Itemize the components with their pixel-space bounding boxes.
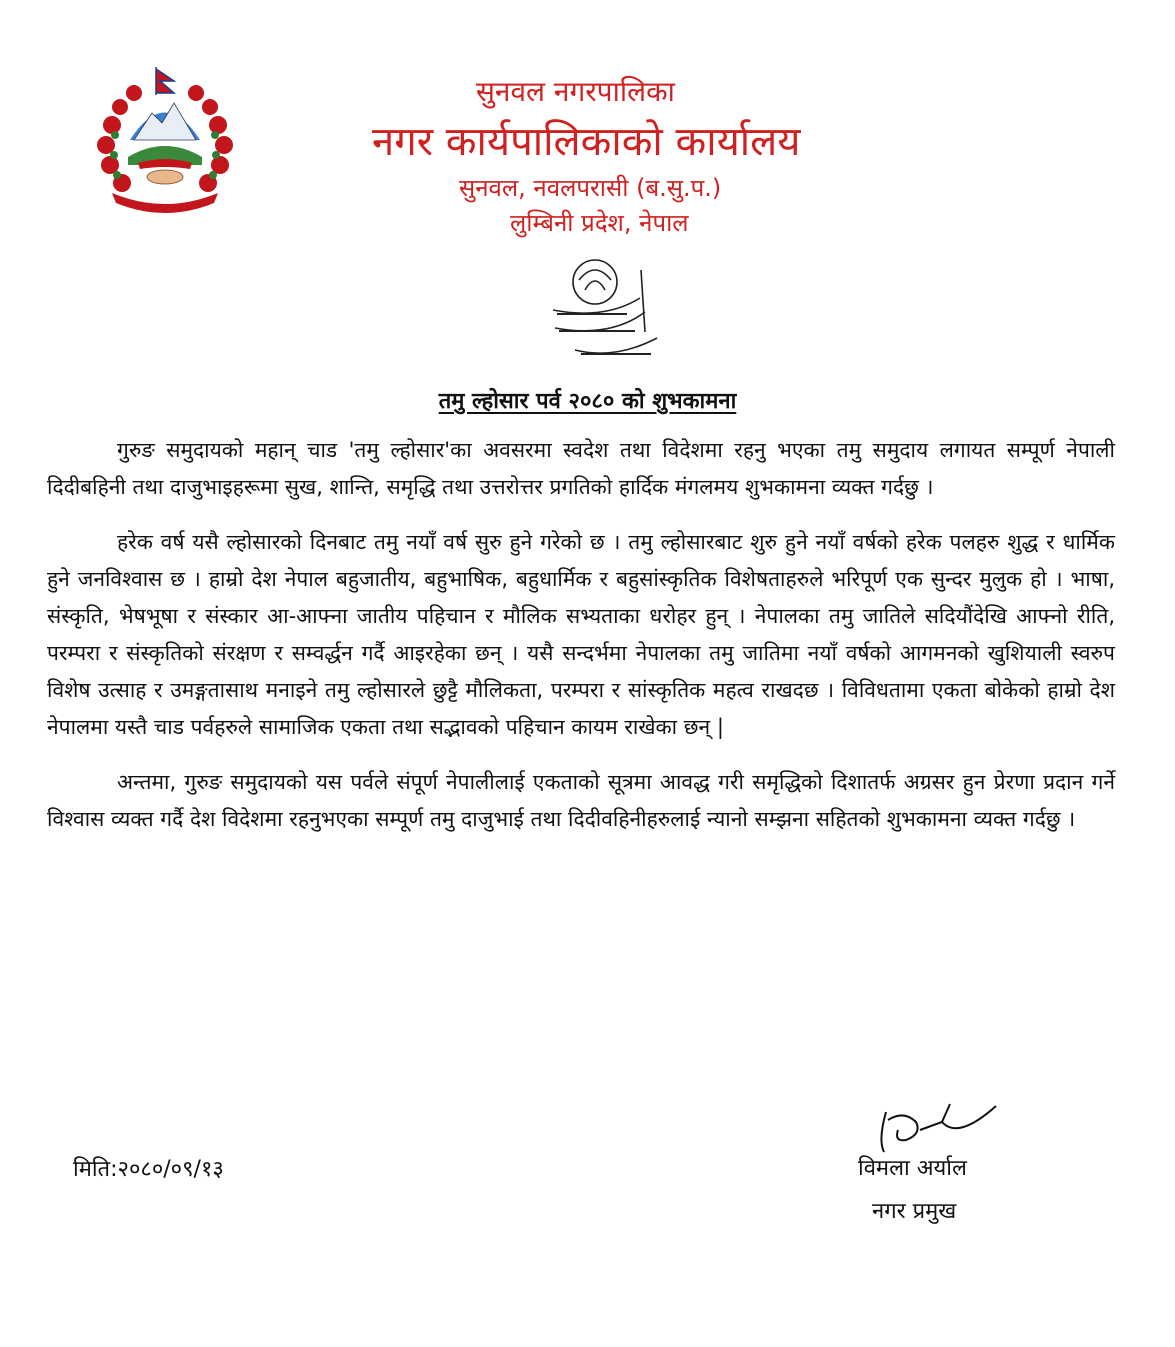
office-name: नगर कार्यपालिकाको कार्यालय: [372, 119, 801, 165]
official-stamp: [545, 250, 695, 380]
subject-text: तमु ल्होसार पर्व २०८० को शुभकामना: [438, 389, 737, 414]
signatory-title: नगर प्रमुख: [872, 1199, 957, 1224]
paragraph-1: गुरुङ समुदायको महान् चाड 'तमु ल्होसार'का अवसरमा स्वदेश तथा विदेशमा रहनु भएका तमु समुदाय लगायत सम्पूर्ण नेपाली दिदीबहिनी तथा दाजुभाइहरूमा सुख, शान्ति, समृद्धि तथा उत्तरोत्तर प्रगतिको हार्दिक मंगलमय शुभकामना व्यक्त गर्दछु ।: [47, 438, 1115, 499]
office-address: सुनवल, नवलपरासी (ब.सु.प.): [459, 174, 722, 202]
paragraph-3: अन्तमा, गुरुङ समुदायको यस पर्वले संपूर्ण नेपालीलाई एकताको सूत्रमा आवद्ध गरी समृद्धिको दिशातर्फ अग्रसर हुन प्रेरणा प्रदान गर्ने विश्वास व्यक्त गर्दै देश विदेशमा रहनुभएका सम्पूर्ण तमु दाजुभाई तथा दिदीवहिनीहरुलाई न्यानो सम्झना सहितको शुभकामना व्यक्त गर्दछु ।: [47, 770, 1115, 831]
letter-body: [47, 432, 1115, 856]
municipality-name: सुनवल नगरपालिका: [476, 75, 675, 108]
letter-date: मिति:२०८०/०९/१३: [73, 1157, 224, 1182]
office-province: लुम्बिनी प्रदेश, नेपाल: [510, 209, 689, 237]
paragraph-2: हरेक वर्ष यसै ल्होसारको दिनबाट तमु नयाँ वर्ष सुरु हुने गरेको छ । तमु ल्होसारबाट शुरु हुने नयाँ वर्षको हरेक पलहरु शुद्ध र धार्मिक हुने जनविश्वास छ । हाम्रो देश नेपाल बहुजातीय, बहुभाषिक, बहुधार्मिक र बहुसांस्कृतिक विशेषताहरुले भरिपूर्ण एक सुन्दर मुलुक हो । भाषा, संस्कृति, भेषभूषा र संस्कार आ-आफ्ना जातीय पहिचान र मौलिक सभ्यताका धरोहर हुन् । नेपालका तमु जातिले सदियौंदेखि आफ्नो रीति, परम्परा र संस्कृतिको संरक्षण र सम्वर्द्धन गर्दै आइरहेका छन् । यसै सन्दर्भमा नेपालका तमु जातिमा नयाँ वर्षको आगमनको खुशियाली स्वरुप विशेष उत्साह र उमङ्गतासाथ मनाइने तमु ल्होसारले छुट्टै मौलिकता, परम्परा र सांस्कृतिक महत्व राखदछ । विविधतामा एकता बोकेको हाम्रो देश नेपालमा यस्तै चाड पर्वहरुले सामाजिक एकता तथा सद्भावको पहिचान कायम राखेका छन् |: [47, 530, 1115, 739]
letter-subject: [0, 385, 1175, 415]
nepal-emblem-logo: [90, 65, 240, 215]
signatory-name: विमला अर्याल: [858, 1156, 967, 1181]
